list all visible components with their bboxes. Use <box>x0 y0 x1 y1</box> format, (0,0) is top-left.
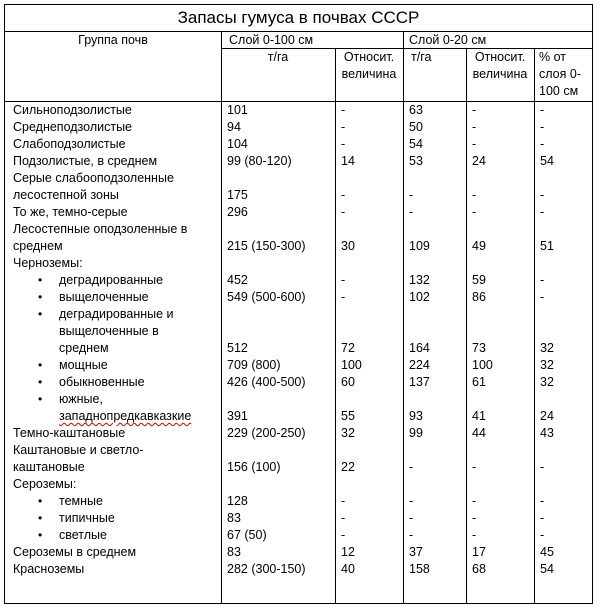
cell-c5: 45 <box>540 545 554 559</box>
cell-c1: 99 (80-120) <box>227 154 292 168</box>
cell-c5: - <box>540 460 545 474</box>
cell-c2: - <box>341 494 346 508</box>
cell-c3: 132 <box>409 273 430 287</box>
cell-c5: 54 <box>540 562 554 576</box>
row-name: деградированные и <box>59 307 174 321</box>
cell-c4: - <box>472 511 477 525</box>
cell-c2: 30 <box>341 239 355 253</box>
header-tga-100: т/га <box>267 50 289 64</box>
cell-c3: 37 <box>409 545 423 559</box>
row-name: Красноземы <box>13 562 85 576</box>
table-title: Запасы гумуса в почвах СССР <box>5 5 592 32</box>
cell-c5: - <box>540 290 545 304</box>
col-divider-3 <box>403 31 404 603</box>
cell-c2: 32 <box>341 426 355 440</box>
cell-c5: 54 <box>540 154 554 168</box>
bullet-icon: • <box>38 494 43 508</box>
header-pct-line3: 100 см <box>539 84 579 98</box>
bullet-icon: • <box>38 358 43 372</box>
header-otn-20-line1: Относит. <box>474 50 526 64</box>
cell-c3: 63 <box>409 103 423 117</box>
row-name: Лесостепные оподзоленные в <box>13 222 188 236</box>
row-name: Сероземы в среднем <box>13 545 137 559</box>
cell-c5: - <box>540 205 545 219</box>
cell-c2: - <box>341 188 346 202</box>
cell-c4: 17 <box>472 545 486 559</box>
cell-c3: - <box>409 494 414 508</box>
header-pct-line1: % от <box>539 50 566 64</box>
row-name: среднем <box>59 341 109 355</box>
cell-c5: - <box>540 120 545 134</box>
cell-c3: - <box>409 205 414 219</box>
cell-c5: - <box>540 273 545 287</box>
row-name: Темно-каштановые <box>13 426 126 440</box>
cell-c1: 282 (300-150) <box>227 562 306 576</box>
cell-c2: 55 <box>341 409 355 423</box>
cell-c4: - <box>472 460 477 474</box>
col-divider-5 <box>534 48 535 603</box>
cell-c3: 53 <box>409 154 423 168</box>
bullet-icon: • <box>38 290 43 304</box>
bullet-icon: • <box>38 528 43 542</box>
cell-c1: 101 <box>227 103 248 117</box>
header-pct-line2: слоя 0- <box>539 67 581 81</box>
cell-c4: - <box>472 188 477 202</box>
row-name: Сероземы: <box>13 477 77 491</box>
cell-c3: 102 <box>409 290 430 304</box>
cell-c1: 83 <box>227 545 241 559</box>
cell-c5: - <box>540 188 545 202</box>
cell-c1: 296 <box>227 205 248 219</box>
row-name: светлые <box>59 528 107 542</box>
cell-c1: 229 (200-250) <box>227 426 306 440</box>
cell-c5: - <box>540 137 545 151</box>
cell-c2: 72 <box>341 341 355 355</box>
cell-c4: - <box>472 120 477 134</box>
cell-c3: 224 <box>409 358 430 372</box>
humus-table <box>4 4 593 604</box>
header-otn-100-line1: Относит. <box>343 50 395 64</box>
bullet-icon: • <box>38 307 43 321</box>
row-name: обыкновенные <box>59 375 145 389</box>
cell-c3: - <box>409 188 414 202</box>
cell-c5: 43 <box>540 426 554 440</box>
row-name: Серые слабооподзоленные <box>13 171 174 185</box>
cell-c1: 391 <box>227 409 248 423</box>
cell-c4: 86 <box>472 290 486 304</box>
bullet-icon: • <box>38 273 43 287</box>
cell-c1: 709 (800) <box>227 358 281 372</box>
cell-c4: - <box>472 494 477 508</box>
header-tga-20: т/га <box>411 50 432 64</box>
cell-c5: - <box>540 494 545 508</box>
cell-c2: 100 <box>341 358 362 372</box>
cell-c2: 22 <box>341 460 355 474</box>
row-name: деградированные <box>59 273 164 287</box>
header-group: Группа почв <box>78 33 148 47</box>
cell-c5: 51 <box>540 239 554 253</box>
cell-c1: 128 <box>227 494 248 508</box>
cell-c3: 99 <box>409 426 423 440</box>
cell-c2: - <box>341 290 346 304</box>
cell-c1: 215 (150-300) <box>227 239 306 253</box>
cell-c4: 49 <box>472 239 486 253</box>
row-name: выщелоченные <box>59 290 149 304</box>
cell-c2: - <box>341 511 346 525</box>
col-divider-1 <box>221 31 222 603</box>
bullet-icon: • <box>38 392 43 406</box>
cell-c5: - <box>540 511 545 525</box>
row-name: выщелоченные в <box>59 324 159 338</box>
cell-c3: 93 <box>409 409 423 423</box>
row-name: То же, темно-серые <box>13 205 128 219</box>
cell-c3: 54 <box>409 137 423 151</box>
cell-c5: 32 <box>540 358 554 372</box>
cell-c3: 158 <box>409 562 430 576</box>
cell-c4: 41 <box>472 409 486 423</box>
cell-c2: - <box>341 273 346 287</box>
row-name: типичные <box>59 511 115 525</box>
cell-c2: - <box>341 528 346 542</box>
cell-c3: - <box>409 528 414 542</box>
cell-c2: - <box>341 120 346 134</box>
cell-c5: - <box>540 528 545 542</box>
cell-c4: 100 <box>472 358 493 372</box>
header-otn-20-line2: величина <box>472 67 528 81</box>
cell-c5: 32 <box>540 341 554 355</box>
cell-c1: 549 (500-600) <box>227 290 306 304</box>
cell-c4: 24 <box>472 154 486 168</box>
row-name: темные <box>59 494 103 508</box>
cell-c5: 32 <box>540 375 554 389</box>
cell-c1: 426 (400-500) <box>227 375 306 389</box>
row-name: Каштановые и светло- <box>13 443 144 457</box>
cell-c1: 452 <box>227 273 248 287</box>
cell-c3: - <box>409 511 414 525</box>
cell-c4: 44 <box>472 426 486 440</box>
row-name: каштановые <box>13 460 85 474</box>
cell-c1: 512 <box>227 341 248 355</box>
cell-c5: - <box>540 103 545 117</box>
cell-c4: - <box>472 103 477 117</box>
cell-c4: 73 <box>472 341 486 355</box>
cell-c3: 164 <box>409 341 430 355</box>
row-name: Подзолистые, в среднем <box>13 154 158 168</box>
cell-c3: 50 <box>409 120 423 134</box>
row-name: лесостепной зоны <box>13 188 119 202</box>
cell-c4: - <box>472 205 477 219</box>
header-otn-100-line2: величина <box>341 67 397 81</box>
cell-c2: - <box>341 205 346 219</box>
cell-c2: 14 <box>341 154 355 168</box>
col-divider-4 <box>466 48 467 603</box>
row-name: Черноземы: <box>13 256 83 270</box>
cell-c1: 94 <box>227 120 241 134</box>
col-divider-2 <box>335 48 336 603</box>
cell-c5: 24 <box>540 409 554 423</box>
cell-c2: 60 <box>341 375 355 389</box>
cell-c2: 40 <box>341 562 355 576</box>
row-name: среднем <box>13 239 63 253</box>
cell-c1: 156 (100) <box>227 460 281 474</box>
cell-c4: 68 <box>472 562 486 576</box>
row-name: Среднеподзолистые <box>13 120 133 134</box>
cell-c1: 67 (50) <box>227 528 267 542</box>
header-layer-100: Слой 0-100 см <box>229 33 314 47</box>
cell-c1: 104 <box>227 137 248 151</box>
row-name: Сильноподзолистые <box>13 103 132 117</box>
cell-c4: - <box>472 528 477 542</box>
header-layer-20: Слой 0-20 см <box>409 33 487 47</box>
cell-c3: 109 <box>409 239 430 253</box>
cell-c2: - <box>341 137 346 151</box>
cell-c3: 137 <box>409 375 430 389</box>
row-name: Слабоподзолистые <box>13 137 126 151</box>
cell-c1: 175 <box>227 188 248 202</box>
cell-c2: 12 <box>341 545 355 559</box>
cell-c1: 83 <box>227 511 241 525</box>
cell-c4: 59 <box>472 273 486 287</box>
cell-c4: 61 <box>472 375 486 389</box>
bullet-icon: • <box>38 375 43 389</box>
row-name: западнопредкавказкие <box>59 409 192 423</box>
bullet-icon: • <box>38 511 43 525</box>
row-name: южные, <box>59 392 103 406</box>
cell-c3: - <box>409 460 414 474</box>
cell-c4: - <box>472 137 477 151</box>
row-name: мощные <box>59 358 108 372</box>
cell-c2: - <box>341 103 346 117</box>
